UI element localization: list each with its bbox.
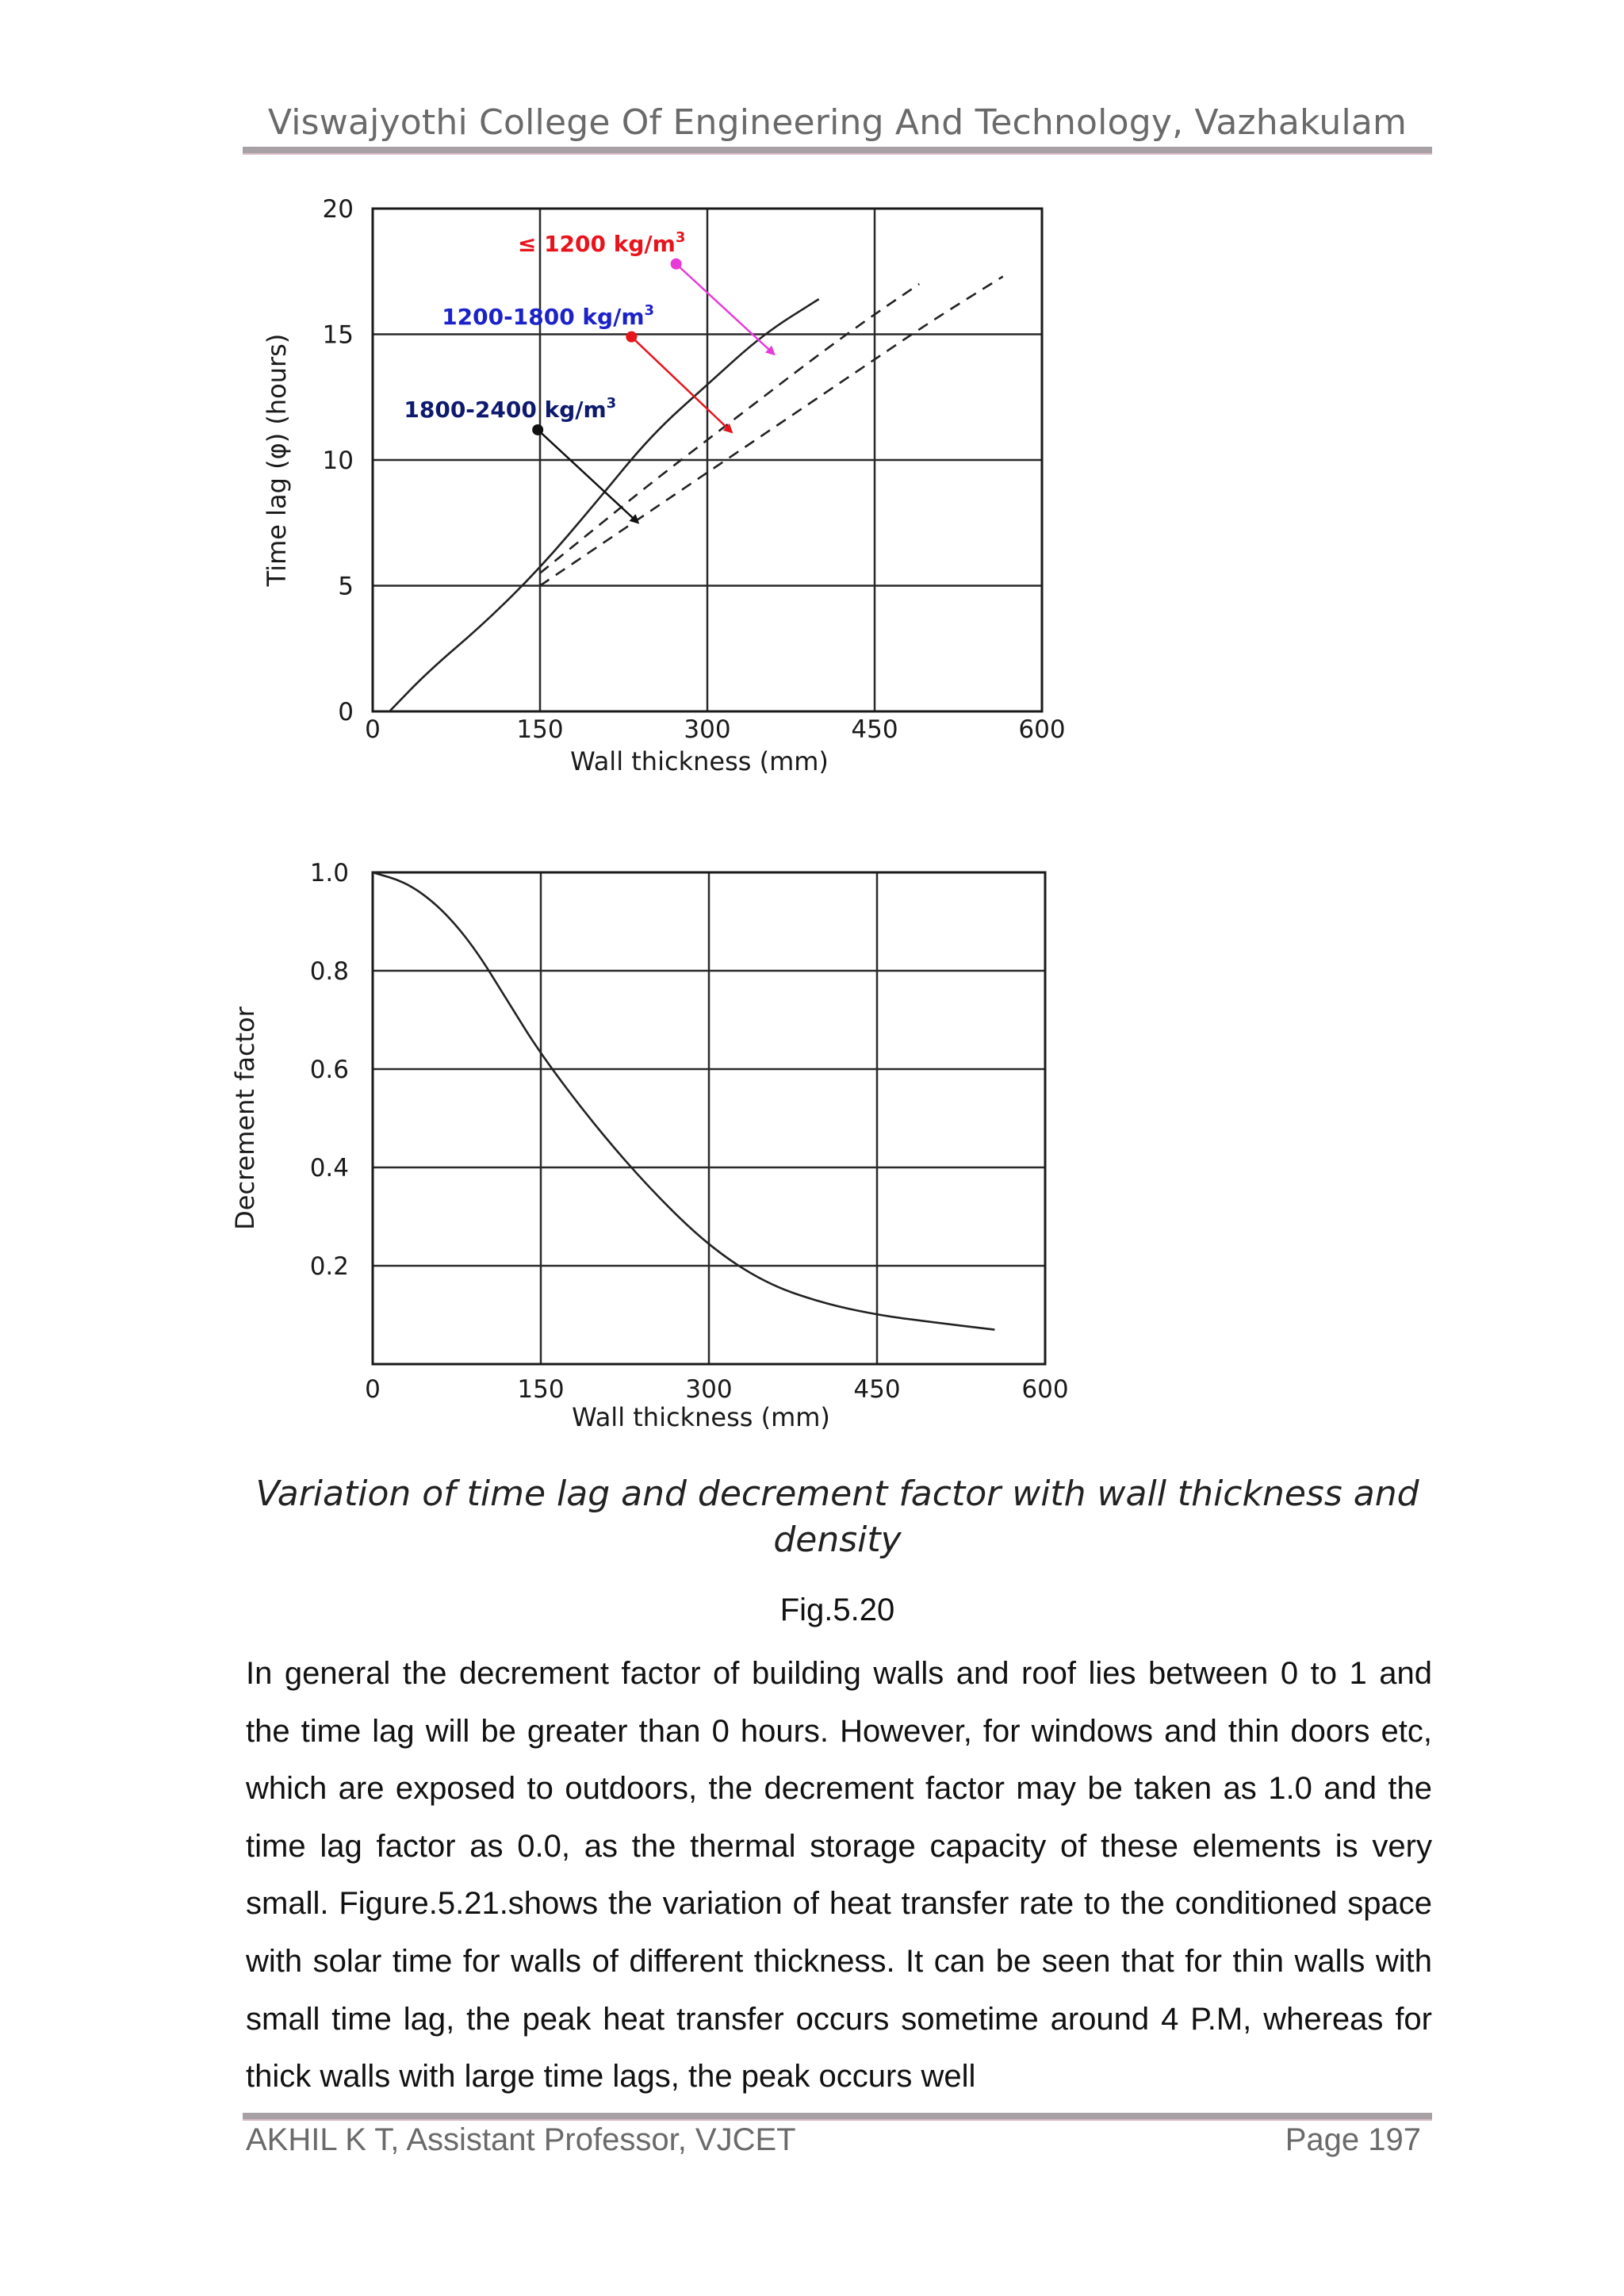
x-tick-label: 600 [1021,1375,1069,1404]
y-axis-label: Decrement factor [230,1006,260,1230]
x-tick-label: 150 [517,1375,565,1404]
y-tick-label: 1.0 [309,859,349,887]
footer-rule [243,2113,1432,2121]
y-axis-label: Time lag (φ) (hours) [262,333,292,587]
x-tick-label: 450 [853,1375,901,1404]
x-tick-label: 300 [685,1375,733,1404]
y-tick-label: 20 [322,195,354,224]
x-tick-label: 300 [684,715,731,744]
y-tick-label: 0.8 [309,957,349,986]
annotation-label: 1200-1800 $kg/m^3$ [442,301,655,330]
header-title: Viswajyothi College Of Engineering And Technology, Vazhakulam [267,102,1408,143]
footer-page-number: Page 197 [1285,2122,1421,2157]
y-tick-label: 0 [338,698,354,726]
annotation-superscript: 3 [606,395,617,412]
x-tick-label: 600 [1018,715,1066,744]
annotation-superscript: 3 [675,228,686,246]
footer-author: AKHIL K T, Assistant Professor, VJCET [246,2122,796,2157]
y-tick-label: 5 [338,572,354,601]
x-tick-label: 0 [365,1375,381,1404]
y-tick-label: 15 [322,320,354,350]
caption-line-1: Variation of time lag and decrement factor with wall thickness and [255,1474,1419,1514]
x-axis-label: Wall thickness (mm) [570,746,829,776]
y-tick-label: 0.2 [309,1252,349,1281]
figure-number: Fig.5.20 [779,1593,895,1627]
figure-caption [243,1471,1432,1563]
y-tick-label: 10 [322,447,354,475]
x-axis-label: Wall thickness (mm) [572,1402,830,1432]
y-tick-label: 0.6 [309,1056,349,1084]
x-tick-label: 450 [851,715,898,744]
body-paragraph: In general the decrement factor of building walls and roof lies between 0 to 1 and the time lag will be greater than 0 hours. However, for windows and thin doors etc, which are exposed to outdoors, the decrement factor may be taken as 1.0 and the time lag factor as 0.0, as the thermal storage capacity of these elements is very small. Figure.5.21.shows the variation of heat transfer rate to the conditioned space with solar time for walls of different thickness. It can be seen that for thin walls with small time lag, the peak heat transfer occurs sometime around 4 P.M, whereas for thick walls with large time lags, the peak occurs well [246,1656,1432,2095]
annotation-label: ≤ 1200 $kg/m^3$ [517,228,686,257]
x-tick-label: 150 [516,715,564,744]
annotation-superscript: 3 [644,301,655,319]
y-tick-label: 0.4 [309,1154,349,1182]
x-tick-label: 0 [365,715,381,744]
caption-line-2: density [773,1520,902,1560]
annotation-label: 1800-2400 $kg/m^3$ [404,395,617,424]
series-line-0 [373,872,994,1330]
